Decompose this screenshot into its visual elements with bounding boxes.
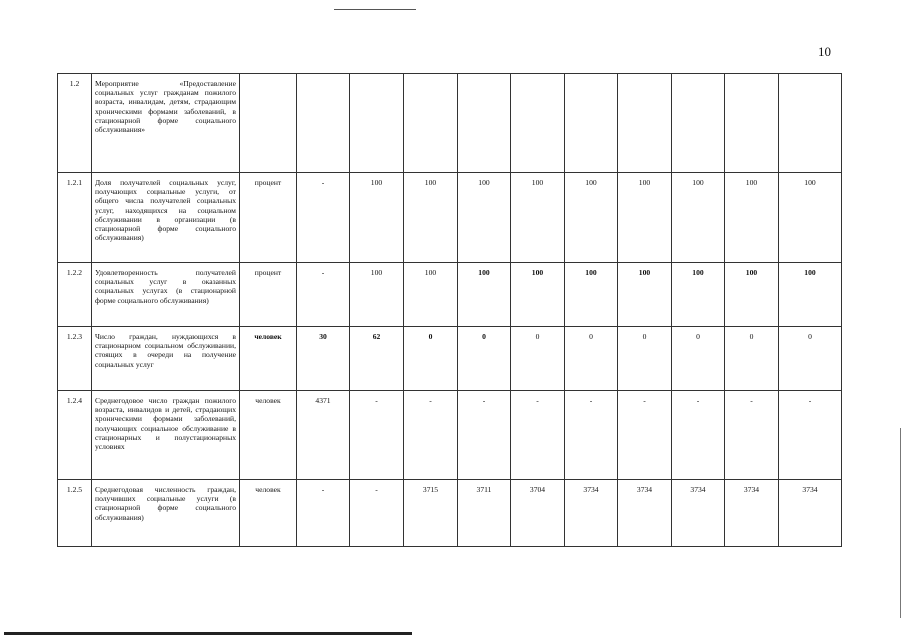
row-value: 0 — [458, 327, 511, 391]
row-value: 100 — [404, 263, 458, 327]
row-value — [297, 74, 350, 173]
row-description: Удовлетворенность получателей социальных услуг в оказанных социальных услугах (в стационарной форме социального обслуживания) — [92, 263, 240, 327]
row-value: - — [297, 173, 350, 263]
row-unit: процент — [240, 173, 297, 263]
row-value: 100 — [458, 263, 511, 327]
row-value: 0 — [725, 327, 779, 391]
row-value: 0 — [672, 327, 725, 391]
row-value: 100 — [779, 263, 842, 327]
scan-edge-line — [900, 428, 901, 618]
row-value: 100 — [725, 173, 779, 263]
row-value: 100 — [672, 173, 725, 263]
row-value: 100 — [672, 263, 725, 327]
row-description: Среднегодовая численность граждан, получивших социальные услуги (в стационарной форме социального обслуживания) — [92, 480, 240, 547]
row-value: 100 — [618, 173, 672, 263]
row-value: 100 — [458, 173, 511, 263]
row-value: - — [618, 391, 672, 480]
row-value: 3711 — [458, 480, 511, 547]
top-rule — [334, 9, 416, 10]
table-row — [58, 391, 842, 480]
row-unit: человек — [240, 327, 297, 391]
indicators-table — [57, 73, 842, 547]
row-value: - — [565, 391, 618, 480]
row-unit: процент — [240, 263, 297, 327]
row-unit: человек — [240, 480, 297, 547]
row-value: 0 — [618, 327, 672, 391]
row-value: - — [297, 480, 350, 547]
row-value: 30 — [297, 327, 350, 391]
row-number: 1.2.1 — [58, 173, 92, 263]
row-value: 100 — [350, 263, 404, 327]
table-row — [58, 480, 842, 547]
row-value: 100 — [404, 173, 458, 263]
row-value — [672, 74, 725, 173]
row-value: 4371 — [297, 391, 350, 480]
row-description: Мероприятие «Предоставление социальных услуг гражданам пожилого возраста, инвалидам, детям, страдающим хроническими формами заболеваний, в стационарной форме социального обслуживания» — [92, 74, 240, 173]
table-row — [58, 74, 842, 173]
row-value: 62 — [350, 327, 404, 391]
row-value: - — [458, 391, 511, 480]
row-value — [458, 74, 511, 173]
row-value: - — [725, 391, 779, 480]
row-value: 100 — [565, 173, 618, 263]
row-value: - — [350, 391, 404, 480]
row-value: 100 — [350, 173, 404, 263]
row-value: 100 — [511, 173, 565, 263]
table-row — [58, 327, 842, 391]
row-number: 1.2.3 — [58, 327, 92, 391]
row-value — [779, 74, 842, 173]
row-value: 3704 — [511, 480, 565, 547]
row-value: 100 — [725, 263, 779, 327]
row-unit — [240, 74, 297, 173]
page-number: 10 — [818, 44, 831, 59]
row-value: 0 — [404, 327, 458, 391]
row-value: - — [350, 480, 404, 547]
row-number: 1.2.4 — [58, 391, 92, 480]
table-row — [58, 263, 842, 327]
row-value: 100 — [511, 263, 565, 327]
row-unit: человек — [240, 391, 297, 480]
row-description: Число граждан, нуждающихся в стационарном социальном обслуживании, стоящих в очереди на получение социальных услуг — [92, 327, 240, 391]
row-description: Доля получателей социальных услуг, получающих социальные услуги, от общего числа получателей социальных услуг, находящихся на социальном обслуживании в организации (в стационарной форме социального обслуживания) — [92, 173, 240, 263]
row-value: - — [779, 391, 842, 480]
bottom-rule — [4, 632, 412, 635]
row-value: 3734 — [565, 480, 618, 547]
row-value: - — [297, 263, 350, 327]
row-value: 3734 — [779, 480, 842, 547]
row-value: 0 — [779, 327, 842, 391]
row-value: 3734 — [725, 480, 779, 547]
row-value: 100 — [618, 263, 672, 327]
row-value — [618, 74, 672, 173]
row-value — [350, 74, 404, 173]
row-value: 3715 — [404, 480, 458, 547]
table-body — [58, 74, 842, 547]
row-value: - — [404, 391, 458, 480]
row-value: 3734 — [618, 480, 672, 547]
row-value: 0 — [511, 327, 565, 391]
row-value: 100 — [565, 263, 618, 327]
row-number: 1.2.2 — [58, 263, 92, 327]
row-value — [511, 74, 565, 173]
row-value — [565, 74, 618, 173]
row-description: Среднегодовое число граждан пожилого возраста, инвалидов и детей, страдающих хроническими формами заболеваний, получающих социальное обслуживание в стационарных и полустационарных условиях — [92, 391, 240, 480]
row-value: - — [672, 391, 725, 480]
row-number: 1.2 — [58, 74, 92, 173]
row-number: 1.2.5 — [58, 480, 92, 547]
table-row — [58, 173, 842, 263]
row-value: 0 — [565, 327, 618, 391]
row-value: 3734 — [672, 480, 725, 547]
row-value — [725, 74, 779, 173]
row-value: - — [511, 391, 565, 480]
row-value — [404, 74, 458, 173]
row-value: 100 — [779, 173, 842, 263]
